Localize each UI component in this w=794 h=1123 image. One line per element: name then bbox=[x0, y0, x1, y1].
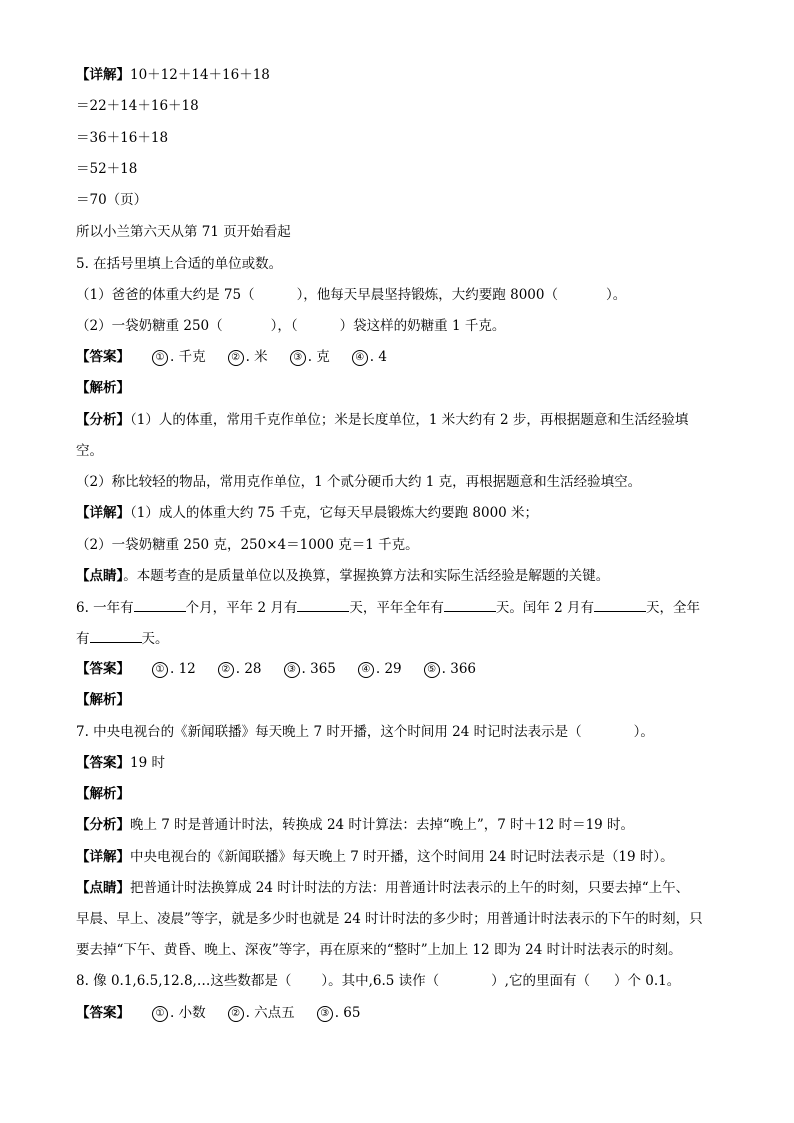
answer-tag: 【答案】 bbox=[76, 755, 130, 771]
q6-answer-3: ③ . 365 bbox=[284, 659, 336, 679]
q7-analysis: 【分析】晚上 7 时是普通计时法，转换成 24 时计算法：去掉“晚上”，7 时＋12 时＝19 时。 bbox=[76, 817, 635, 833]
fill-blank bbox=[134, 597, 186, 612]
circle-number-icon: ④ bbox=[358, 662, 374, 678]
q5-analysis-1b: 空。 bbox=[76, 443, 103, 459]
q4-expression: 10＋12＋14＋16＋18 bbox=[130, 67, 270, 83]
q5-part-1 bbox=[76, 285, 724, 305]
fill-blank bbox=[90, 628, 142, 643]
circle-number-icon: ③ bbox=[290, 350, 306, 366]
q4-step-2: ＝36＋16＋18 bbox=[76, 130, 169, 146]
fill-blank bbox=[594, 597, 646, 612]
q5-answer-1: ① . 千克 bbox=[152, 347, 206, 367]
answer-tag: 【答案】 bbox=[76, 349, 130, 365]
q6-title-line-1: 6. 一年有 个月，平年 2 月有 天，平年全年有 天。闰年 2 月有 天，全年 bbox=[76, 597, 724, 618]
detail-tag: 【详解】 bbox=[76, 849, 130, 865]
q5-p2-c: ）袋这样的奶糖重 1 千克。 bbox=[339, 318, 506, 334]
q4-step-1: ＝22＋14＋16＋18 bbox=[76, 98, 199, 114]
circle-number-icon: ② bbox=[228, 1006, 244, 1022]
circle-number-icon: ③ bbox=[317, 1006, 333, 1022]
circle-number-icon: ① bbox=[152, 1006, 168, 1022]
detail-tag: 【详解】 bbox=[76, 67, 130, 83]
q6-answer-4: ④ . 29 bbox=[358, 659, 402, 679]
q5-answer-4: ④ . 4 bbox=[352, 347, 387, 367]
q4-detail-line bbox=[76, 65, 724, 85]
fill-blank bbox=[444, 597, 496, 612]
q5-detail-1: 【详解】（1）成人的体重大约 75 千克，它每天早晨锻炼大约要跑 8000 米； bbox=[76, 505, 539, 521]
q6-analysis-label: 【解析】 bbox=[76, 692, 130, 708]
q5-p1-a: （1）爸爸的体重大约是 75（ bbox=[76, 287, 255, 303]
q7-analysis-label: 【解析】 bbox=[76, 786, 130, 802]
analysis-tag: 【分析】 bbox=[76, 412, 130, 428]
q6-answer-1: ① . 12 bbox=[152, 659, 196, 679]
circle-number-icon: ⑤ bbox=[424, 662, 440, 678]
circle-number-icon: ② bbox=[218, 662, 234, 678]
q4-conclusion: 所以小兰第六天从第 71 页开始看起 bbox=[76, 224, 291, 240]
analysis-tag: 【分析】 bbox=[76, 817, 130, 833]
q5-p1-b: ），他每天早晨坚持锻炼，大约要跑 8000（ bbox=[296, 287, 558, 303]
circle-number-icon: ① bbox=[152, 662, 168, 678]
q7-answer-line bbox=[76, 753, 724, 773]
answer-tag: 【答案】 bbox=[76, 661, 130, 677]
q5-analysis-2: （2）称比较轻的物品，常用克作单位，1 个贰分硬币大约 1 克，再根据题意和生活经验填空。 bbox=[76, 474, 642, 490]
q4-step-4: ＝70（页） bbox=[76, 192, 148, 208]
q7-title: 7. 中央电视台的《新闻联播》每天晚上 7 时开播，这个时间用 24 时记时法表示是（ ）。 bbox=[76, 724, 654, 740]
q8-answer-line bbox=[76, 1003, 724, 1023]
circle-number-icon: ① bbox=[152, 350, 168, 366]
q5-answer-3: ③ . 克 bbox=[290, 347, 330, 367]
q5-p1-c: ）。 bbox=[605, 287, 627, 303]
q6-answer-line bbox=[76, 659, 724, 679]
answer-tag: 【答案】 bbox=[76, 1005, 130, 1021]
q5-detail-2: （2）一袋奶糖重 250 克，250×4＝1000 克＝1 千克。 bbox=[76, 537, 419, 553]
q8-answer-1: ① . 小数 bbox=[152, 1003, 206, 1023]
circle-number-icon: ④ bbox=[352, 350, 368, 366]
q6-answer-5: ⑤ . 366 bbox=[424, 659, 476, 679]
q8-answer-3: ③ . 65 bbox=[317, 1003, 361, 1023]
q6-title-line-2: 有 天。 bbox=[76, 628, 724, 649]
q5-p2-a: （2）一袋奶糖重 250（ bbox=[76, 318, 223, 334]
q7-point-3: 要去掉“下午、黄昏、晚上、深夜”等字，再在原来的“整时”上加上 12 即为 24 时计时法表示的时刻。 bbox=[76, 942, 682, 958]
point-tag: 【点睛】 bbox=[76, 568, 124, 584]
q7-point-2: 早晨、早上、凌晨”等字，就是多少时也就是 24 时计时法的多少时；用普通计时法表示的下午的时刻，只 bbox=[76, 911, 703, 927]
q5-analysis-1: 【分析】（1）人的体重，常用千克作单位；米是长度单位，1 米大约有 2 步，再根据题意和生活经验填 bbox=[76, 412, 689, 428]
q5-answer-line bbox=[76, 347, 724, 367]
q4-step-3: ＝52＋18 bbox=[76, 161, 138, 177]
q6-answer-2: ② . 28 bbox=[218, 659, 262, 679]
q5-analysis-label: 【解析】 bbox=[76, 380, 130, 396]
q5-point: 【点睛】。本题考查的是质量单位以及换算，掌握换算方法和实际生活经验是解题的关键。 bbox=[76, 568, 610, 584]
q8-title: 8. 像 0.1,6.5,12.8,…这些数都是（ ）。其中,6.5 读作（ ）,它的里面有（ ）个 0.1。 bbox=[76, 973, 681, 989]
circle-number-icon: ② bbox=[228, 350, 244, 366]
q5-part-2 bbox=[76, 316, 724, 336]
q5-p2-b: ），（ bbox=[270, 318, 298, 334]
circle-number-icon: ③ bbox=[284, 662, 300, 678]
q7-answer: 19 时 bbox=[130, 755, 165, 771]
q5-answer-2: ② . 米 bbox=[228, 347, 268, 367]
q5-title: 5. 在括号里填上合适的单位或数。 bbox=[76, 256, 283, 272]
detail-tag: 【详解】 bbox=[76, 505, 130, 521]
q7-detail: 【详解】中央电视台的《新闻联播》每天晚上 7 时开播，这个时间用 24 时记时法表示是（19 时）。 bbox=[76, 849, 674, 865]
point-tag: 【点睛】 bbox=[76, 880, 130, 896]
fill-blank bbox=[297, 597, 349, 612]
q7-point-1: 【点睛】把普通计时法换算成 24 时计时法的方法：用普通计时法表示的上午的时刻，只要去掉“上午、 bbox=[76, 880, 690, 896]
q8-answer-2: ② . 六点五 bbox=[228, 1003, 295, 1023]
